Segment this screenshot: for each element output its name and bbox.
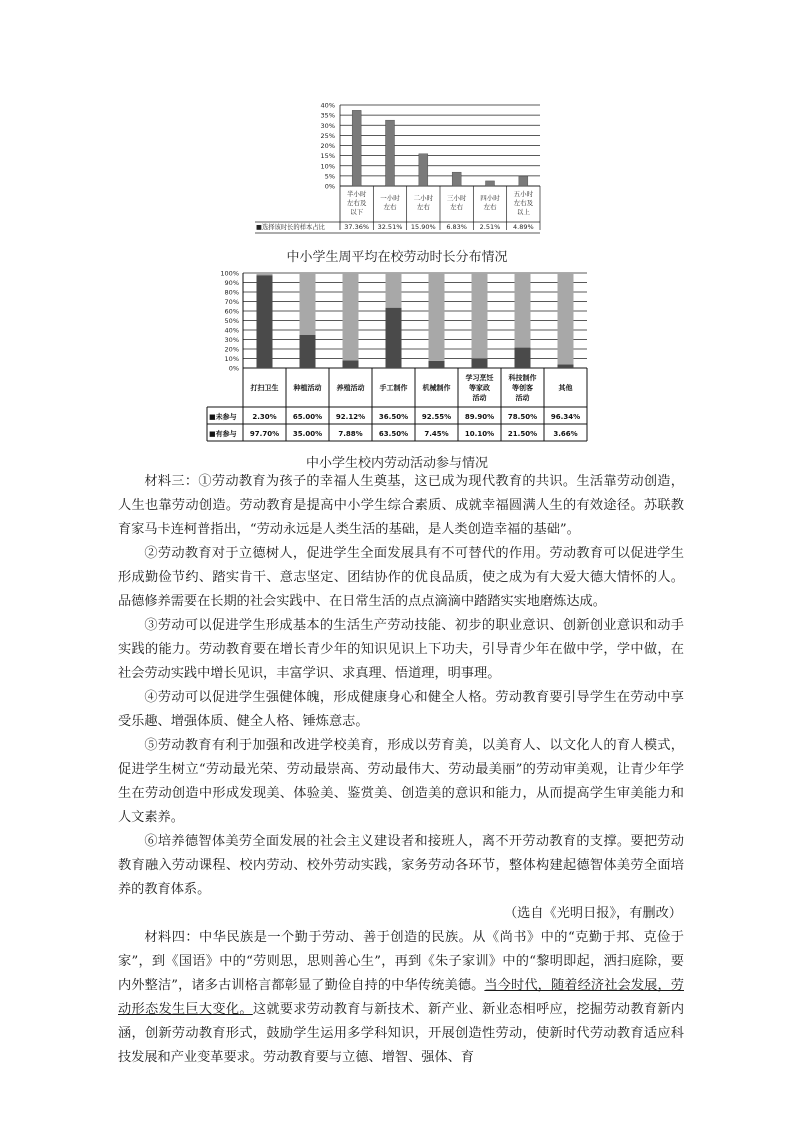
c1-x-tick-label: 二小时 bbox=[413, 194, 434, 202]
c1-x-tick-label: 三小时 bbox=[446, 194, 467, 202]
c2-data-label-not-participated: 78.50% bbox=[507, 413, 538, 421]
c1-data-label: 6.83% bbox=[446, 223, 467, 231]
c1-data-label: 2.51% bbox=[479, 223, 501, 231]
c1-y-tick-label: 5% bbox=[324, 172, 335, 181]
c1-y-axis-ticks bbox=[321, 102, 335, 191]
c2-data-label-not-participated: 92.12% bbox=[335, 413, 366, 421]
c2-row-label-participated: ■有参与 bbox=[209, 430, 237, 438]
c1-x-tick-label: 四小时 bbox=[480, 194, 500, 202]
c1-x-tick-label: 左右 bbox=[383, 203, 397, 211]
c1-y-tick-label: 25% bbox=[320, 131, 335, 140]
c2-bar-not-participated bbox=[343, 273, 359, 361]
c2-x-tick-label: 等创客 bbox=[512, 384, 533, 392]
c1-bars bbox=[352, 110, 528, 186]
c2-data-label-not-participated: 2.30% bbox=[252, 413, 277, 421]
activity-participation-chart bbox=[205, 266, 593, 444]
c1-y-tick-label: 0% bbox=[324, 182, 335, 191]
c1-y-tick-label: 35% bbox=[320, 111, 335, 120]
c1-y-tick-label: 10% bbox=[320, 162, 335, 171]
c2-bar-not-participated bbox=[429, 273, 445, 361]
c1-legend-label: ■选择该时长的样本占比 bbox=[256, 224, 325, 231]
c1-x-tick-label: 左右及 bbox=[513, 199, 534, 207]
c1-data-label: 4.89% bbox=[513, 223, 534, 231]
c2-data-label-participated: 63.50% bbox=[378, 430, 409, 438]
c1-y-tick-label: 15% bbox=[320, 152, 335, 161]
c1-bar bbox=[486, 181, 495, 186]
c2-y-tick-label: 0% bbox=[228, 364, 239, 373]
c2-bar-not-participated bbox=[386, 273, 402, 308]
c2-y-axis-ticks bbox=[220, 270, 239, 373]
c2-bar-participated bbox=[472, 358, 488, 368]
c1-data-label: 15.90% bbox=[410, 223, 436, 231]
c2-x-tick-label: 种植活动 bbox=[293, 384, 322, 392]
c2-y-tick-label: 90% bbox=[224, 279, 239, 287]
c2-bar-participated bbox=[429, 361, 445, 368]
c2-bar-not-participated bbox=[515, 273, 531, 348]
c2-y-tick-label: 20% bbox=[224, 345, 239, 354]
material-four-rest: 这就要求劳动教育与新技术、新产业、新业态相呼应，挖掘劳动教育新内涵，创新劳动教育形式，鼓励学生运用多学科知识，开展创造性劳动，使新时代劳动教育适应科技发展和产业变革要求。劳动教育要与立德、增智、强体、育 bbox=[118, 1002, 685, 1065]
c2-data-label-participated: 7.45% bbox=[424, 430, 449, 438]
c2-data-label-not-participated: 96.34% bbox=[550, 413, 581, 421]
c1-x-tick-label: 一小时 bbox=[380, 194, 400, 202]
c1-bar bbox=[519, 176, 528, 186]
c2-y-tick-label: 80% bbox=[224, 288, 239, 297]
c2-x-tick-label: 科技制作 bbox=[508, 374, 537, 382]
weekly-labor-hours-chart bbox=[256, 98, 545, 240]
c1-x-tick-label: 左右 bbox=[450, 203, 464, 211]
c1-y-tick-label: 20% bbox=[320, 142, 335, 150]
c2-data-label-participated: 10.10% bbox=[464, 430, 495, 438]
c2-data-label-not-participated: 65.00% bbox=[292, 413, 323, 421]
c1-y-tick-label: 30% bbox=[320, 121, 335, 130]
chart1-caption: 中小学生周平均在校劳动时长分布情况 bbox=[286, 250, 508, 265]
c1-bar bbox=[352, 110, 361, 186]
paragraph-2: ②劳动教育对于立德树人，促进学生全面发展具有不可替代的作用。劳动教育可以促进学生形成勤俭节约、踏实肯干、意志坚定、团结协作的优良品质，使之成为有大爱大德大情怀的人。品德修养需要在长期的社会实践中、在日常生活的点点滴滴中踏踏实实地磨炼达成。 bbox=[118, 546, 684, 609]
c2-y-tick-label: 100% bbox=[220, 269, 239, 278]
chart2-caption: 中小学生校内劳动活动参与情况 bbox=[305, 456, 488, 471]
c1-x-tick-label: 以下 bbox=[350, 208, 364, 216]
c2-y-tick-label: 50% bbox=[224, 317, 239, 325]
paragraph-3: ③劳动可以促进学生形成基本的生活生产劳动技能、初步的职业意识、创新创业意识和动手实践的能力。劳动教育要在增长青少年的知识见识上下功夫，引导青少年在做中学，学中做，在社会劳动实践中增长见识，丰富学识、求真理、悟道理，明事理。 bbox=[118, 618, 684, 681]
c2-bar-not-participated bbox=[558, 273, 574, 365]
c2-bar-participated bbox=[343, 361, 359, 368]
underlined-sentence: 当今时代，随着经济社会发展，劳动形态发生巨大变化。 bbox=[118, 978, 684, 1017]
c2-bar-participated bbox=[515, 348, 531, 368]
c1-x-tick-label: 左右 bbox=[416, 203, 430, 211]
c1-x-tick-label: 五小时 bbox=[513, 190, 534, 198]
c2-y-tick-label: 60% bbox=[224, 307, 239, 316]
c2-bar-participated bbox=[558, 365, 574, 368]
c2-data-label-not-participated: 89.90% bbox=[464, 413, 495, 421]
c1-bar bbox=[452, 172, 461, 186]
c1-data-label: 32.51% bbox=[377, 223, 403, 231]
c2-data-label-participated: 97.70% bbox=[249, 430, 280, 438]
c2-data-label-not-participated: 36.50% bbox=[378, 413, 409, 421]
c2-bar-not-participated bbox=[257, 273, 273, 275]
c2-x-tick-label: 机械制作 bbox=[422, 384, 451, 392]
c2-y-tick-label: 70% bbox=[224, 298, 239, 306]
paragraph-4: ④劳动可以促进学生强健体魄，形成健康身心和健全人格。劳动教育要引导学生在劳动中享受乐趣、增强体质、健全人格、锤炼意志。 bbox=[118, 690, 684, 729]
c2-data-table bbox=[209, 373, 580, 438]
c2-y-tick-label: 30% bbox=[224, 336, 239, 344]
c2-x-tick-label: 活动 bbox=[472, 394, 487, 402]
c2-row-label-not-participated: ■未参与 bbox=[209, 413, 237, 421]
c1-x-tick-label: 以上 bbox=[516, 208, 530, 216]
c2-y-tick-label: 10% bbox=[224, 355, 239, 363]
c2-x-tick-label: 学习烹饪 bbox=[465, 374, 494, 382]
c1-data-table bbox=[256, 189, 534, 231]
paragraph-1: 材料三：①劳动教育为孩子的幸福人生奠基，这已成为现代教育的共识。生活靠劳动创造，人生也靠劳动创造。劳动教育是提高中小学生综合素质、成就幸福圆满人生的有效途径。苏联教育家马卡连柯普指出，“劳动永远是人类生活的基础，是人类创造幸福的基础”。 bbox=[118, 474, 684, 537]
source-note: （选自《光明日报》，有删改） bbox=[503, 906, 682, 921]
c2-bar-not-participated bbox=[472, 273, 488, 358]
c2-x-tick-label: 等家政 bbox=[469, 384, 490, 392]
c1-y-tick-label: 40% bbox=[320, 101, 335, 110]
c1-x-tick-label: 左右 bbox=[483, 203, 497, 211]
c2-x-tick-label: 手工制作 bbox=[379, 384, 408, 392]
c1-data-label: 37.36% bbox=[344, 223, 370, 231]
paragraph-material-four bbox=[118, 926, 684, 1070]
c2-y-tick-label: 40% bbox=[224, 326, 239, 335]
paragraph-5: ⑤劳动教育有利于加强和改进学校美育，形成以劳育美，以美育人、以文化人的育人模式，促进学生树立“劳动最光荣、劳动最崇高、劳动最伟大、劳动最美丽”的劳动审美观，让青少年学生在劳动创造中形成发现美、体验美、鉴赏美、创造美的意识和能力，从而提高学生审美能力和人文素养。 bbox=[118, 738, 684, 825]
c2-bar-participated bbox=[386, 308, 402, 368]
c2-bar-not-participated bbox=[300, 273, 316, 335]
c2-data-label-participated: 21.50% bbox=[507, 430, 538, 438]
c2-data-label-not-participated: 92.55% bbox=[421, 413, 452, 421]
c2-x-tick-label: 打扫卫生 bbox=[250, 384, 279, 392]
c1-bar bbox=[419, 154, 428, 186]
c1-bar bbox=[386, 120, 395, 186]
c2-data-label-participated: 3.66% bbox=[553, 430, 578, 438]
c2-x-tick-label: 养殖活动 bbox=[336, 384, 365, 392]
c2-data-label-participated: 35.00% bbox=[292, 430, 323, 438]
c2-bar-participated bbox=[257, 275, 273, 368]
c1-x-tick-label: 半小时 bbox=[346, 190, 367, 198]
c2-data-label-participated: 7.88% bbox=[338, 430, 363, 438]
c1-x-tick-label: 左右及 bbox=[346, 199, 367, 207]
material-four-intro: 材料四：中华民族是一个勤于劳动、善于创造的民族。从《尚书》中的“克勤于邦、克俭于家”，到《国语》中的“劳则思，思则善心生”，再到《朱子家训》中的“黎明即起，洒扫庭除，要内外整洁”，诸多古训格言都彰显了勤俭自持的中华传统美德。 bbox=[118, 930, 684, 993]
c1-gridlines bbox=[255, 105, 540, 233]
article-body bbox=[118, 470, 684, 1070]
c2-bar-participated bbox=[300, 335, 316, 368]
paragraph-6: ⑥培养德智体美劳全面发展的社会主义建设者和接班人，离不开劳动教育的支撑。要把劳动教育融入劳动课程、校内劳动、校外劳动实践，家务劳动各环节，整体构建起德智体美劳全面培养的教育体系。 bbox=[118, 834, 684, 897]
c2-x-tick-label: 其他 bbox=[558, 384, 573, 392]
c2-x-tick-label: 活动 bbox=[515, 394, 530, 402]
